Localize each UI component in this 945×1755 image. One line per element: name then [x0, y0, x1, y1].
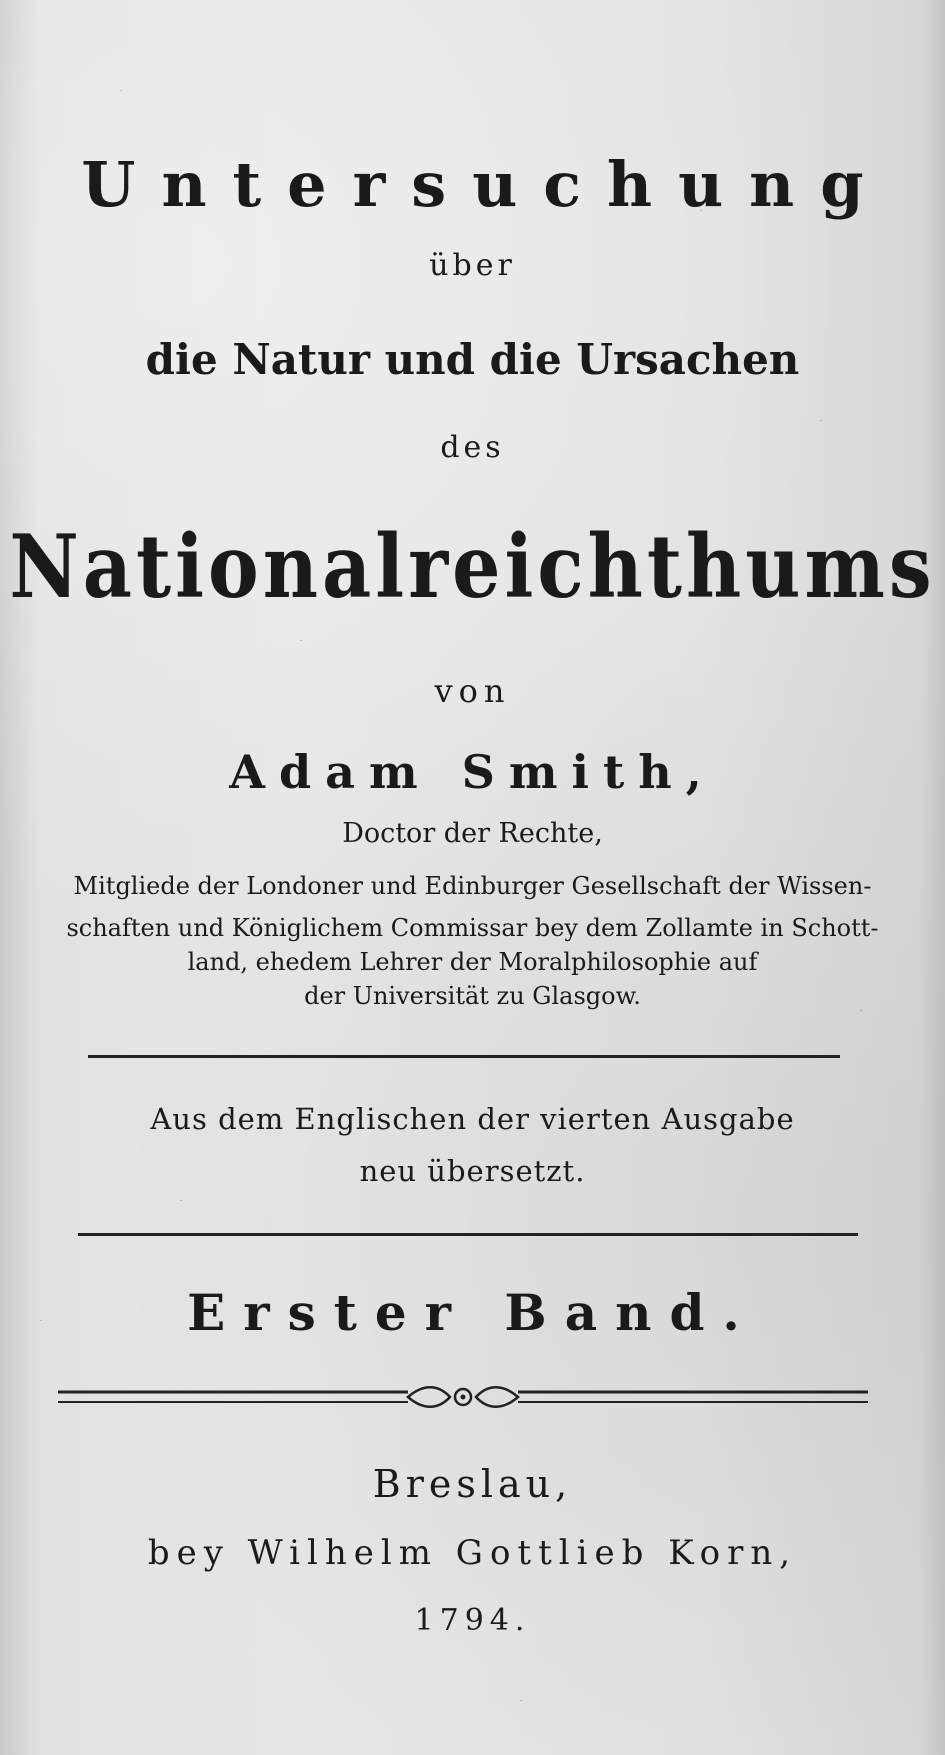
- volume-label: Erster Band.: [187, 1283, 758, 1342]
- publisher: bey Wilhelm Gottlieb Korn,: [147, 1533, 798, 1573]
- affiliation-line: der Universität zu Glasgow.: [304, 982, 641, 1010]
- book-title: Untersuchung: [81, 148, 890, 221]
- title-word-ueber: über: [429, 248, 516, 283]
- translation-note: Aus dem Englischen der vierten Ausgabe: [150, 1102, 795, 1136]
- ornamental-rule-icon: [58, 1380, 868, 1416]
- book-subtitle: die Natur und die Ursachen: [145, 335, 800, 384]
- title-word-des: des: [440, 430, 505, 465]
- affiliation-line: land, ehedem Lehrer der Moralphilosophie auf: [187, 948, 758, 976]
- divider-rule: [88, 1055, 840, 1058]
- main-title: Nationalreichthums: [9, 515, 936, 618]
- title-word-von: von: [434, 672, 511, 710]
- affiliation-line: Mitgliede der Londoner und Edinburger Gesellschaft der Wissen-: [73, 872, 872, 900]
- author-degree: Doctor der Rechte,: [342, 818, 603, 849]
- place-of-publication: Breslau,: [372, 1462, 573, 1506]
- affiliation-line: schaften und Königlichem Commissar bey dem Zollamte in Schott-: [66, 914, 879, 942]
- author-name: Adam Smith,: [229, 745, 716, 799]
- divider-rule: [78, 1233, 858, 1236]
- translation-note: neu übersetzt.: [359, 1154, 586, 1188]
- publication-year: 1794.: [414, 1603, 531, 1638]
